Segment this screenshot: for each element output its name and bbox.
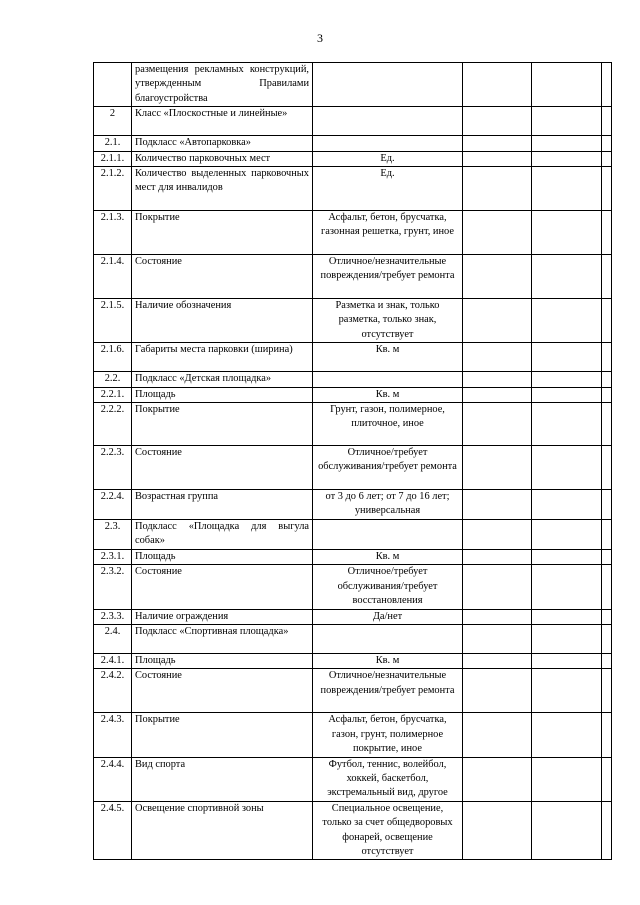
- empty-cell: [602, 624, 612, 653]
- empty-cell: [463, 107, 532, 136]
- empty-cell: [532, 387, 602, 402]
- row-name: Площадь: [132, 387, 313, 402]
- row-number: 2.2.4.: [94, 490, 132, 520]
- row-unit: Асфальт, бетон, брусчатка, газонная решетка, грунт, иное: [313, 211, 463, 255]
- empty-cell: [532, 669, 602, 713]
- empty-cell: [463, 653, 532, 668]
- empty-cell: [602, 107, 612, 136]
- empty-cell: [463, 757, 532, 801]
- empty-cell: [602, 446, 612, 490]
- row-unit: Кв. м: [313, 387, 463, 402]
- row-number: 2.1.2.: [94, 167, 132, 211]
- row-number: 2.2.2.: [94, 403, 132, 446]
- row-name: Вид спорта: [132, 757, 313, 801]
- table-row: [94, 107, 612, 136]
- row-unit: от 3 до 6 лет; от 7 до 16 лет; универсальная: [313, 490, 463, 520]
- row-name: Наличие обозначения: [132, 299, 313, 343]
- empty-cell: [602, 63, 612, 107]
- empty-cell: [463, 669, 532, 713]
- row-number: 2.3.3.: [94, 609, 132, 624]
- row-number: 2.3.1.: [94, 549, 132, 564]
- row-unit: Кв. м: [313, 343, 463, 372]
- row-unit: Да/нет: [313, 609, 463, 624]
- row-unit: Ед.: [313, 167, 463, 211]
- row-unit: Ед.: [313, 151, 463, 166]
- empty-cell: [463, 387, 532, 402]
- row-number: 2.4.2.: [94, 669, 132, 713]
- row-number: 2.2.: [94, 372, 132, 387]
- table-row: [94, 63, 612, 107]
- row-name: Количество парковочных мест: [132, 151, 313, 166]
- empty-cell: [602, 299, 612, 343]
- empty-cell: [532, 63, 602, 107]
- empty-cell: [602, 255, 612, 299]
- empty-cell: [463, 151, 532, 166]
- row-number: [94, 63, 132, 107]
- row-unit: [313, 136, 463, 151]
- row-number: 2.1.4.: [94, 255, 132, 299]
- empty-cell: [602, 565, 612, 609]
- row-name: Состояние: [132, 446, 313, 490]
- row-unit: Отличное/требует обслуживания/требует ремонта: [313, 446, 463, 490]
- table-row: [94, 653, 612, 668]
- empty-cell: [532, 757, 602, 801]
- row-unit: Отличное/незначительные повреждения/требует ремонта: [313, 669, 463, 713]
- table-row: [94, 549, 612, 564]
- row-unit: [313, 372, 463, 387]
- row-name: Наличие ограждения: [132, 609, 313, 624]
- row-unit: Отличное/требует обслуживания/требует восстановления: [313, 565, 463, 609]
- empty-cell: [602, 343, 612, 372]
- empty-cell: [532, 624, 602, 653]
- row-unit: [313, 63, 463, 107]
- empty-cell: [602, 549, 612, 564]
- empty-cell: [602, 713, 612, 757]
- row-name: Покрытие: [132, 403, 313, 446]
- row-unit: Кв. м: [313, 549, 463, 564]
- table-row: [94, 565, 612, 609]
- empty-cell: [602, 167, 612, 211]
- row-unit: Отличное/незначительные повреждения/требует ремонта: [313, 255, 463, 299]
- empty-cell: [463, 167, 532, 211]
- empty-cell: [463, 255, 532, 299]
- table-row: [94, 520, 612, 550]
- row-name: Подкласс «Спортивная площадка»: [132, 624, 313, 653]
- row-number: 2.1.5.: [94, 299, 132, 343]
- row-name: Габариты места парковки (ширина): [132, 343, 313, 372]
- row-name: Освещение спортивной зоны: [132, 801, 313, 860]
- empty-cell: [602, 801, 612, 860]
- row-number: 2.1.6.: [94, 343, 132, 372]
- empty-cell: [602, 403, 612, 446]
- table-row: [94, 136, 612, 151]
- empty-cell: [532, 713, 602, 757]
- empty-cell: [463, 343, 532, 372]
- empty-cell: [532, 520, 602, 550]
- empty-cell: [463, 372, 532, 387]
- empty-cell: [532, 343, 602, 372]
- row-number: 2.4.1.: [94, 653, 132, 668]
- table-row: [94, 167, 612, 211]
- row-number: 2: [94, 107, 132, 136]
- empty-cell: [602, 151, 612, 166]
- table-row: [94, 299, 612, 343]
- table-row: [94, 403, 612, 446]
- table-row: [94, 669, 612, 713]
- row-unit: [313, 624, 463, 653]
- row-name: Подкласс «Детская площадка»: [132, 372, 313, 387]
- attributes-table: [93, 62, 612, 860]
- empty-cell: [602, 211, 612, 255]
- empty-cell: [532, 255, 602, 299]
- row-name: Площадь: [132, 653, 313, 668]
- row-name: Класс «Плоскостные и линейные»: [132, 107, 313, 136]
- row-number: 2.1.1.: [94, 151, 132, 166]
- empty-cell: [463, 211, 532, 255]
- empty-cell: [463, 624, 532, 653]
- page-number: 3: [317, 31, 323, 45]
- empty-cell: [532, 107, 602, 136]
- empty-cell: [532, 151, 602, 166]
- empty-cell: [602, 609, 612, 624]
- empty-cell: [602, 653, 612, 668]
- empty-cell: [602, 490, 612, 520]
- empty-cell: [602, 372, 612, 387]
- table-row: [94, 624, 612, 653]
- row-unit: Асфальт, бетон, брусчатка, газон, грунт, полимерное покрытие, иное: [313, 713, 463, 757]
- empty-cell: [602, 136, 612, 151]
- empty-cell: [532, 299, 602, 343]
- table-row: [94, 343, 612, 372]
- row-name: размещения рекламных конструкций, утвержденным Правилами благоустройства: [132, 63, 313, 107]
- table-row: [94, 801, 612, 860]
- row-number: 2.1.: [94, 136, 132, 151]
- row-name: Подкласс «Площадка для выгула собак»: [132, 520, 313, 550]
- row-unit: [313, 107, 463, 136]
- empty-cell: [532, 565, 602, 609]
- empty-cell: [532, 372, 602, 387]
- empty-cell: [532, 167, 602, 211]
- empty-cell: [532, 653, 602, 668]
- row-name: Площадь: [132, 549, 313, 564]
- row-name: Покрытие: [132, 211, 313, 255]
- table-row: [94, 446, 612, 490]
- row-number: 2.3.: [94, 520, 132, 550]
- empty-cell: [463, 565, 532, 609]
- row-number: 2.4.: [94, 624, 132, 653]
- table-row: [94, 255, 612, 299]
- empty-cell: [463, 63, 532, 107]
- empty-cell: [463, 609, 532, 624]
- empty-cell: [463, 801, 532, 860]
- empty-cell: [602, 669, 612, 713]
- empty-cell: [463, 713, 532, 757]
- table-row: [94, 151, 612, 166]
- row-name: Подкласс «Автопарковка»: [132, 136, 313, 151]
- table-row: [94, 211, 612, 255]
- table-row: [94, 757, 612, 801]
- row-number: 2.4.4.: [94, 757, 132, 801]
- table-row: [94, 490, 612, 520]
- empty-cell: [532, 549, 602, 564]
- empty-cell: [463, 403, 532, 446]
- row-name: Состояние: [132, 565, 313, 609]
- row-unit: [313, 520, 463, 550]
- empty-cell: [532, 801, 602, 860]
- empty-cell: [463, 520, 532, 550]
- empty-cell: [463, 490, 532, 520]
- empty-cell: [532, 403, 602, 446]
- row-name: Состояние: [132, 255, 313, 299]
- empty-cell: [532, 609, 602, 624]
- row-number: 2.4.5.: [94, 801, 132, 860]
- row-unit: Разметка и знак, только разметка, только знак, отсутствует: [313, 299, 463, 343]
- row-number: 2.4.3.: [94, 713, 132, 757]
- table-row: [94, 387, 612, 402]
- table-row: [94, 372, 612, 387]
- row-number: 2.2.3.: [94, 446, 132, 490]
- row-number: 2.2.1.: [94, 387, 132, 402]
- empty-cell: [463, 136, 532, 151]
- row-number: 2.3.2.: [94, 565, 132, 609]
- empty-cell: [532, 211, 602, 255]
- empty-cell: [602, 520, 612, 550]
- row-unit: Специальное освещение, только за счет общедворовых фонарей, освещение отсутствует: [313, 801, 463, 860]
- row-unit: Кв. м: [313, 653, 463, 668]
- row-name: Покрытие: [132, 713, 313, 757]
- empty-cell: [532, 490, 602, 520]
- empty-cell: [532, 446, 602, 490]
- empty-cell: [602, 757, 612, 801]
- row-unit: Грунт, газон, полимерное, плиточное, иное: [313, 403, 463, 446]
- empty-cell: [532, 136, 602, 151]
- empty-cell: [602, 387, 612, 402]
- table-row: [94, 713, 612, 757]
- row-name: Количество выделенных парковочных мест для инвалидов: [132, 167, 313, 211]
- empty-cell: [463, 299, 532, 343]
- row-unit: Футбол, теннис, волейбол, хоккей, баскетбол, экстремальный вид, другое: [313, 757, 463, 801]
- row-name: Возрастная группа: [132, 490, 313, 520]
- empty-cell: [463, 446, 532, 490]
- table-row: [94, 609, 612, 624]
- empty-cell: [463, 549, 532, 564]
- row-name: Состояние: [132, 669, 313, 713]
- row-number: 2.1.3.: [94, 211, 132, 255]
